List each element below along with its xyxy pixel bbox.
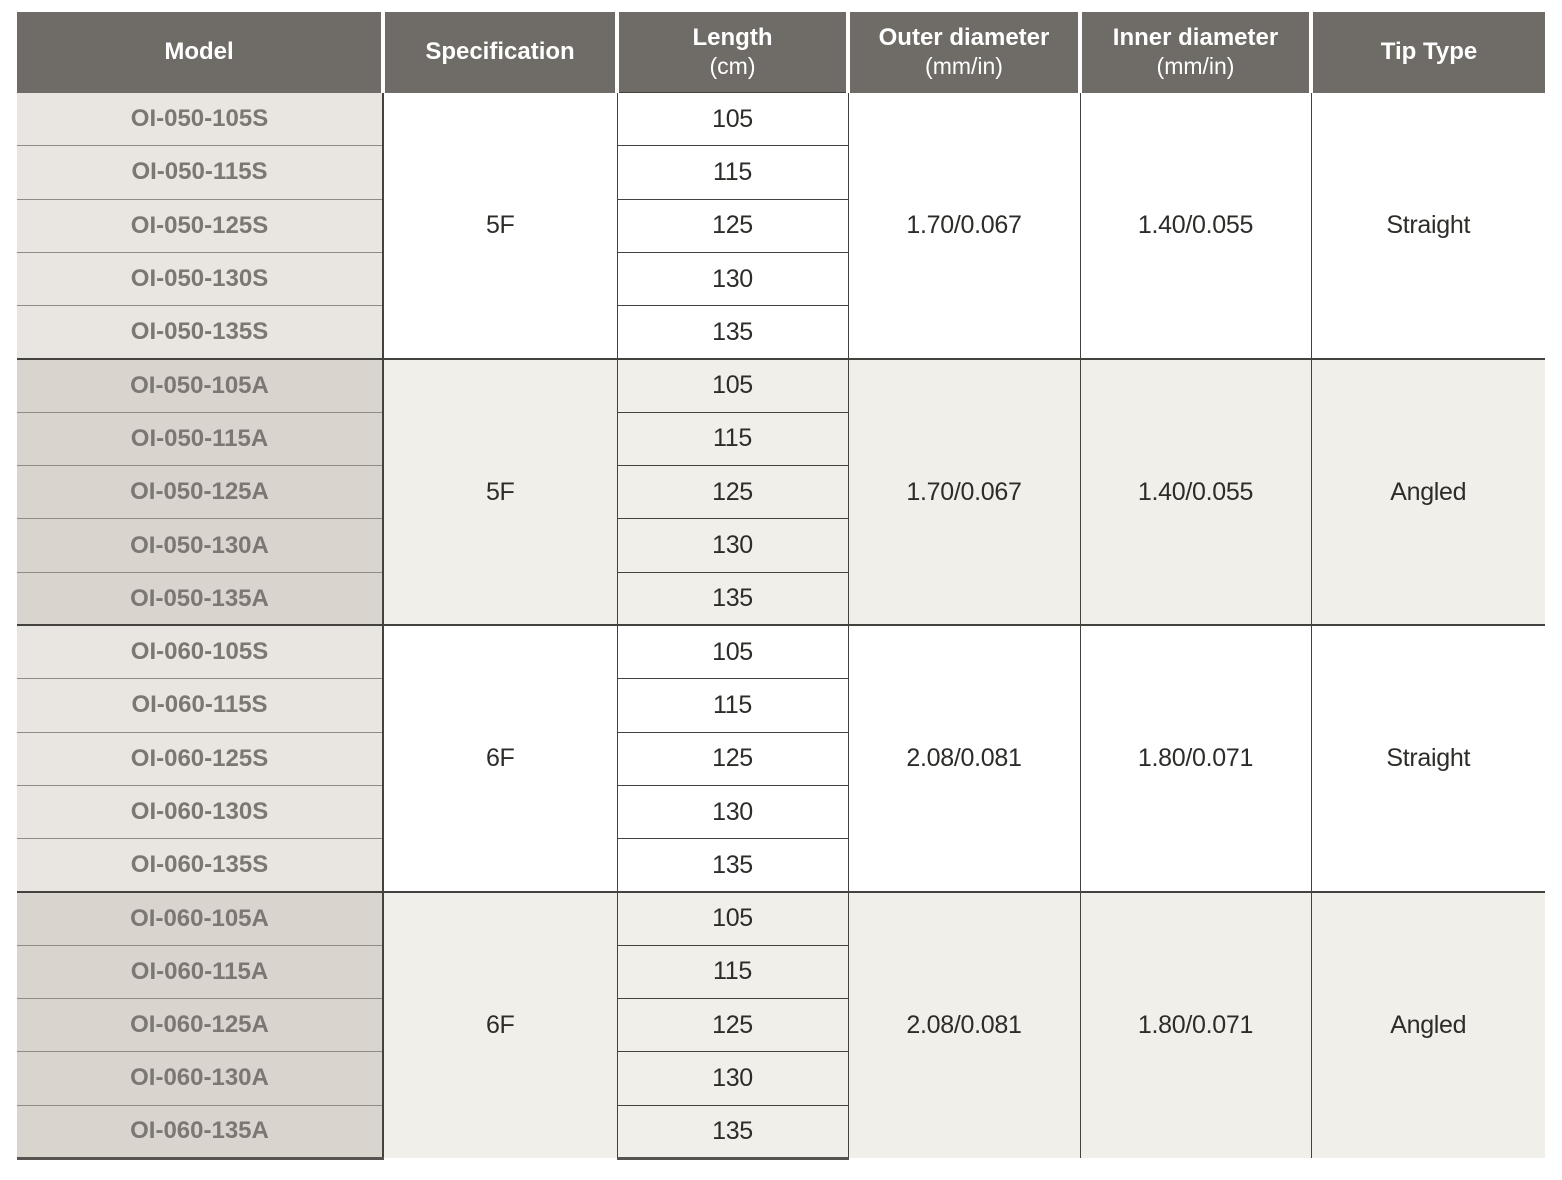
length-cell: 115	[617, 679, 848, 732]
tip-type-cell: Straight	[1311, 93, 1545, 359]
length-cell: 115	[617, 945, 848, 998]
model-cell: OI-050-135S	[17, 306, 383, 359]
inner-diameter-cell: 1.40/0.055	[1080, 93, 1311, 359]
specification-cell: 6F	[383, 625, 617, 891]
inner-diameter-cell: 1.80/0.071	[1080, 625, 1311, 891]
specification-cell: 5F	[383, 359, 617, 625]
table-header	[17, 12, 1545, 93]
outer-diameter-cell: 1.70/0.067	[848, 359, 1080, 625]
length-cell: 130	[617, 1052, 848, 1105]
outer-diameter-cell: 2.08/0.081	[848, 892, 1080, 1158]
header-tip-label: Tip Type	[1380, 37, 1478, 65]
length-cell: 125	[617, 466, 848, 519]
outer-diameter-cell: 2.08/0.081	[848, 625, 1080, 891]
length-cell: 125	[617, 999, 848, 1052]
model-cell: OI-060-125A	[17, 999, 383, 1052]
model-cell: OI-050-130A	[17, 519, 383, 572]
model-cell: OI-060-135A	[17, 1105, 383, 1158]
length-cell: 130	[617, 252, 848, 305]
length-cell: 115	[617, 146, 848, 199]
length-cell: 135	[617, 839, 848, 892]
header-spec-label: Specification	[425, 37, 575, 65]
header-model-label: Model	[164, 37, 234, 65]
model-cell: OI-050-115S	[17, 146, 383, 199]
length-cell: 105	[617, 892, 848, 945]
header-cell-model	[17, 12, 383, 93]
length-cell: 115	[617, 412, 848, 465]
length-cell: 130	[617, 785, 848, 838]
model-cell: OI-060-130A	[17, 1052, 383, 1105]
table-row	[17, 625, 1545, 678]
length-cell: 105	[617, 625, 848, 678]
model-cell: OI-060-105A	[17, 892, 383, 945]
table-row	[17, 359, 1545, 412]
length-cell: 125	[617, 732, 848, 785]
header-cell-length	[617, 12, 848, 93]
tip-type-cell: Angled	[1311, 892, 1545, 1158]
header-length-unit: (cm)	[709, 52, 756, 79]
length-cell: 105	[617, 93, 848, 146]
inner-diameter-cell: 1.80/0.071	[1080, 892, 1311, 1158]
length-cell: 130	[617, 519, 848, 572]
specification-cell: 5F	[383, 93, 617, 359]
header-outer-label: Outer diameter	[878, 24, 1050, 52]
table-row	[17, 892, 1545, 945]
model-cell: OI-060-115S	[17, 679, 383, 732]
model-cell: OI-050-125A	[17, 466, 383, 519]
tip-type-cell: Angled	[1311, 359, 1545, 625]
model-cell: OI-050-135A	[17, 572, 383, 625]
model-cell: OI-050-125S	[17, 199, 383, 252]
length-cell: 135	[617, 572, 848, 625]
table-row	[17, 93, 1545, 146]
length-cell: 105	[617, 359, 848, 412]
outer-diameter-cell: 1.70/0.067	[848, 93, 1080, 359]
model-cell: OI-060-105S	[17, 625, 383, 678]
model-cell: OI-050-115A	[17, 412, 383, 465]
model-cell: OI-060-125S	[17, 732, 383, 785]
header-row	[17, 12, 1545, 93]
header-cell-outer-diameter	[848, 12, 1080, 93]
header-outer-unit: (mm/in)	[925, 52, 1003, 79]
header-cell-tip-type	[1311, 12, 1545, 93]
model-cell: OI-060-115A	[17, 945, 383, 998]
header-cell-specification	[383, 12, 617, 93]
model-cell: OI-050-105S	[17, 93, 383, 146]
model-cell: OI-060-130S	[17, 785, 383, 838]
specification-cell: 6F	[383, 892, 617, 1158]
model-cell: OI-050-130S	[17, 252, 383, 305]
model-cell: OI-050-105A	[17, 359, 383, 412]
length-cell: 135	[617, 306, 848, 359]
header-cell-inner-diameter	[1080, 12, 1311, 93]
header-length-label: Length	[692, 23, 773, 51]
product-spec-table	[17, 12, 1545, 1160]
length-cell: 125	[617, 199, 848, 252]
length-cell: 135	[617, 1105, 848, 1158]
table-body	[17, 93, 1545, 1159]
tip-type-cell: Straight	[1311, 625, 1545, 891]
header-inner-unit: (mm/in)	[1156, 52, 1235, 79]
model-cell: OI-060-135S	[17, 839, 383, 892]
inner-diameter-cell: 1.40/0.055	[1080, 359, 1311, 625]
header-inner-label: Inner diameter	[1112, 24, 1279, 52]
